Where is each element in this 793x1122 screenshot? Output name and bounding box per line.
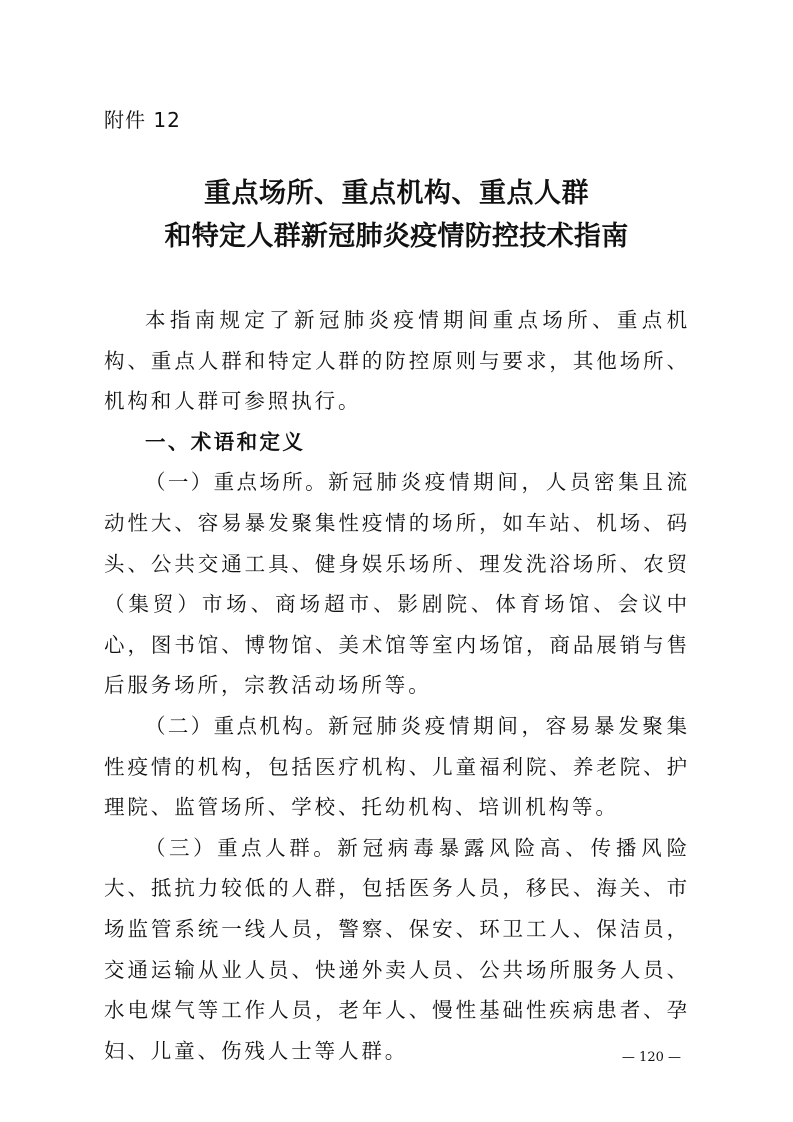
definition-paragraph-3 [104,828,690,1072]
definition-paragraph-1 [104,462,690,706]
document-title [0,172,793,258]
definition-text-2: 新冠肺炎疫情期间，容易暴发聚集性疫情的机构，包括医疗机构、儿童福利院、养老院、护理院、监管场所、学校、托幼机构、培训机构等。 [104,713,690,820]
intro-paragraph: 本指南规定了新冠肺炎疫情期间重点场所、重点机构、重点人群和特定人群的防控原则与要求，其他场所、机构和人群可参照执行。 [104,308,690,414]
page-number: — 120 — [621,1050,681,1065]
title-line-2: 和特定人群新冠肺炎疫情防控技术指南 [164,221,629,252]
document-body [104,300,690,1071]
attachment-label: 附件 12 [104,108,181,132]
title-line-1: 重点场所、重点机构、重点人群 [204,178,589,209]
definition-paragraph-2 [104,706,690,828]
section-heading: 一、术语和定义 [145,429,306,454]
definition-text-1: 新冠肺炎疫情期间，人员密集且流动性大、容易暴发聚集性疫情的场所，如车站、机场、码头、公共交通工具、健身娱乐场所、理发洗浴场所、农贸（集贸）市场、商场超市、影剧院、体育场馆、会议中心，图书馆、博物馆、美术馆等室内场馆，商品展销与售后服务场所，宗教活动场所等。 [104,470,690,698]
definition-lead-2: （二）重点机构。 [145,713,329,738]
definition-lead-3: （三）重点人群。 [145,835,338,860]
definition-lead-1: （一）重点场所。 [145,470,329,495]
definition-text-3: 新冠病毒暴露风险高、传播风险大、抵抗力较低的人群，包括医务人员，移民、海关、市场监管系统一线人员，警察、保安、环卫工人、保洁员，交通运输从业人员、快递外卖人员、公共场所服务人员、水电煤气等工作人员，老年人、慢性基础性疾病患者、孕妇、儿童、伤残人士等人群。 [104,835,690,1063]
